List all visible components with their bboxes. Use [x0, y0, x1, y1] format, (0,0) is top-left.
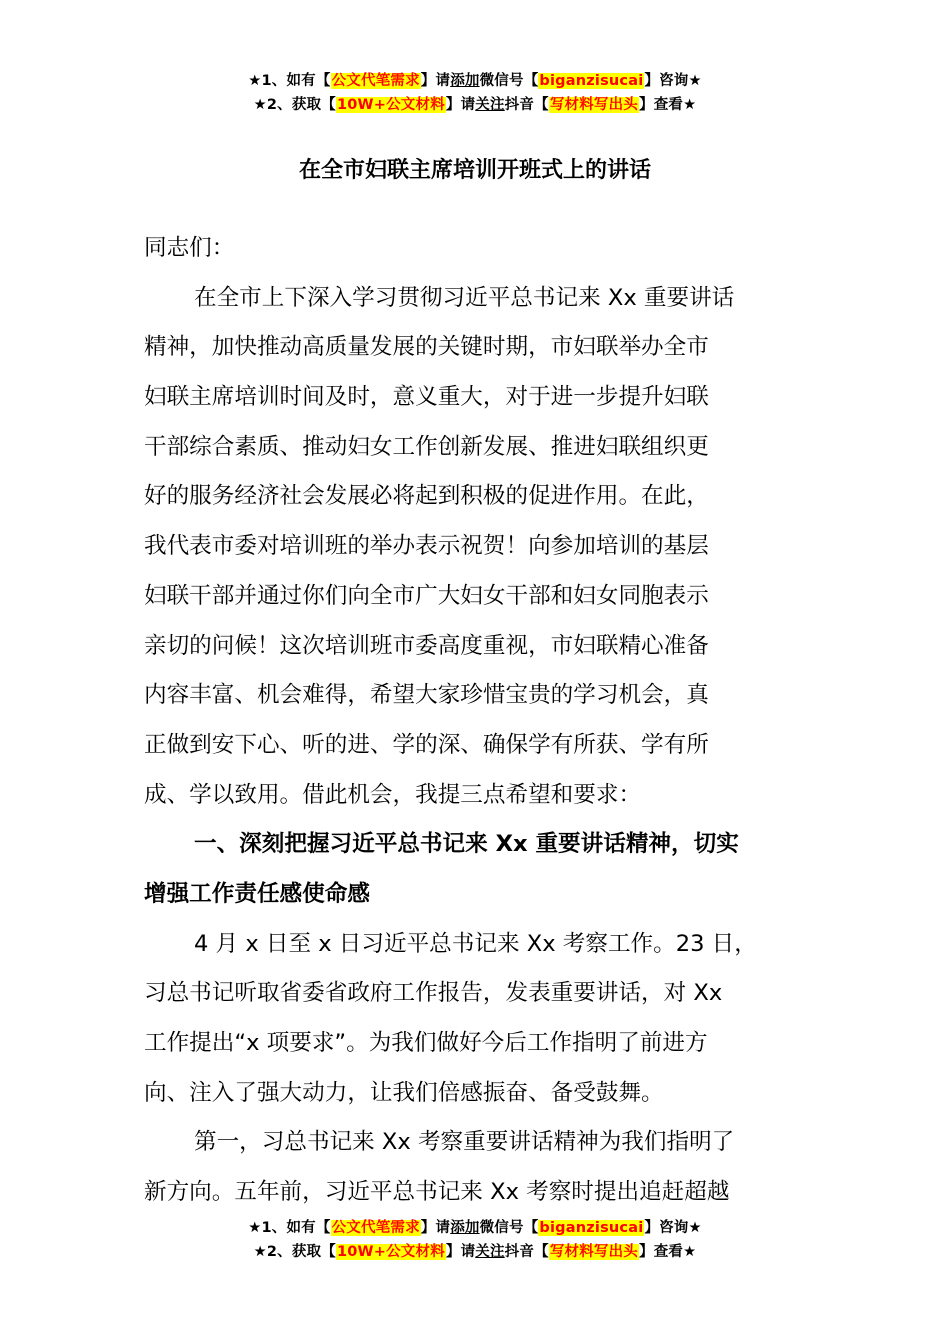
banner-text: 微信号【 — [479, 1220, 539, 1236]
banner-text: 微信号【 — [479, 73, 539, 89]
banner-text: 】查看★ — [639, 1244, 697, 1260]
top-banner — [0, 69, 950, 117]
banner-underlined: 添加 — [450, 1220, 480, 1236]
banner-text: ★2、获取【 — [253, 97, 336, 113]
document-title: 在全市妇联主席培训开班式上的讲话 — [298, 158, 651, 183]
paragraph-line: 正做到安下心、听的进、学的深、确保学有所获、学有所 — [144, 731, 709, 758]
banner-highlight: 公文代笔需求 — [331, 73, 420, 89]
banner-underlined: 关注 — [475, 1244, 505, 1260]
banner-line-1 — [0, 69, 950, 93]
paragraph-line: 我代表市委对培训班的举办表示祝贺！向参加培训的基层 — [144, 533, 709, 560]
paragraph-line: 妇联主席培训时间及时，意义重大，对于进一步提升妇联 — [144, 384, 709, 411]
paragraph-line: 妇联干部并通过你们向全市广大妇女干部和妇女同胞表示 — [144, 582, 709, 609]
paragraph-line: 亲切的问候！这次培训班市委高度重视，市妇联精心准备 — [144, 632, 709, 659]
banner-line-1 — [0, 1216, 950, 1240]
banner-douyin-id: 写材料写出头 — [549, 97, 639, 113]
paragraph-line: 新方向。五年前，习近平总书记来 Xx 考察时提出追赶超越 — [144, 1179, 730, 1206]
paragraph-line: 工作提出“x 项要求”。为我们做好今后工作指明了前进方 — [144, 1030, 708, 1056]
banner-highlight: 10W+公文材料 — [336, 97, 445, 113]
banner-highlight: 10W+公文材料 — [336, 1244, 445, 1260]
banner-text: ★1、如有【 — [248, 1220, 331, 1236]
banner-text: ★2、获取【 — [253, 1244, 336, 1260]
banner-text: 】请 — [420, 1220, 451, 1236]
banner-wechat-id: biganzisucai — [539, 73, 644, 89]
banner-text: 】请 — [420, 73, 451, 89]
paragraph-line: 在全市上下深入学习贯彻习近平总书记来 Xx 重要讲话 — [194, 284, 735, 311]
paragraph-line: 习总书记听取省委省政府工作报告，发表重要讲话，对 Xx — [144, 980, 723, 1007]
section-heading: 一、深刻把握习近平总书记来 Xx 重要讲话精神，切实 — [194, 831, 739, 858]
banner-text: 】查看★ — [639, 97, 697, 113]
paragraph-line: 第一，习总书记来 Xx 考察重要讲话精神为我们指明了 — [194, 1129, 735, 1156]
banner-line-2 — [0, 93, 950, 117]
paragraph-line: 干部综合素质、推动妇女工作创新发展、推进妇联组织更 — [144, 433, 709, 460]
bottom-banner — [0, 1216, 950, 1264]
banner-underlined: 关注 — [475, 97, 505, 113]
banner-text: 】咨询★ — [644, 73, 702, 89]
banner-text: 】咨询★ — [644, 1220, 702, 1236]
banner-text: 抖音【 — [504, 1244, 549, 1260]
section-heading: 增强工作责任感使命感 — [144, 880, 370, 907]
paragraph-line: 向、注入了强大动力，让我们倍感振奋、备受鼓舞。 — [144, 1079, 664, 1106]
paragraph-line: 4 月 x 日至 x 日习近平总书记来 Xx 考察工作。23 日， — [194, 930, 757, 957]
paragraph-line: 内容丰富、机会难得，希望大家珍惜宝贵的学习机会，真 — [144, 682, 709, 709]
banner-douyin-id: 写材料写出头 — [549, 1244, 639, 1260]
salutation: 同志们： — [144, 235, 235, 261]
banner-line-2 — [0, 1240, 950, 1264]
paragraph-line: 好的服务经济社会发展必将起到积极的促进作用。在此， — [144, 483, 709, 510]
banner-underlined: 添加 — [450, 73, 480, 89]
banner-highlight: 公文代笔需求 — [331, 1220, 420, 1236]
paragraph-line: 成、学以致用。借此机会，我提三点希望和要求： — [144, 781, 642, 808]
banner-text: ★1、如有【 — [248, 73, 331, 89]
banner-wechat-id: biganzisucai — [539, 1220, 644, 1236]
banner-text: 】请 — [445, 97, 476, 113]
banner-text: 】请 — [445, 1244, 476, 1260]
banner-text: 抖音【 — [504, 97, 549, 113]
paragraph-line: 精神，加快推动高质量发展的关键时期，市妇联举办全市 — [144, 334, 709, 361]
document-body — [144, 224, 812, 1218]
